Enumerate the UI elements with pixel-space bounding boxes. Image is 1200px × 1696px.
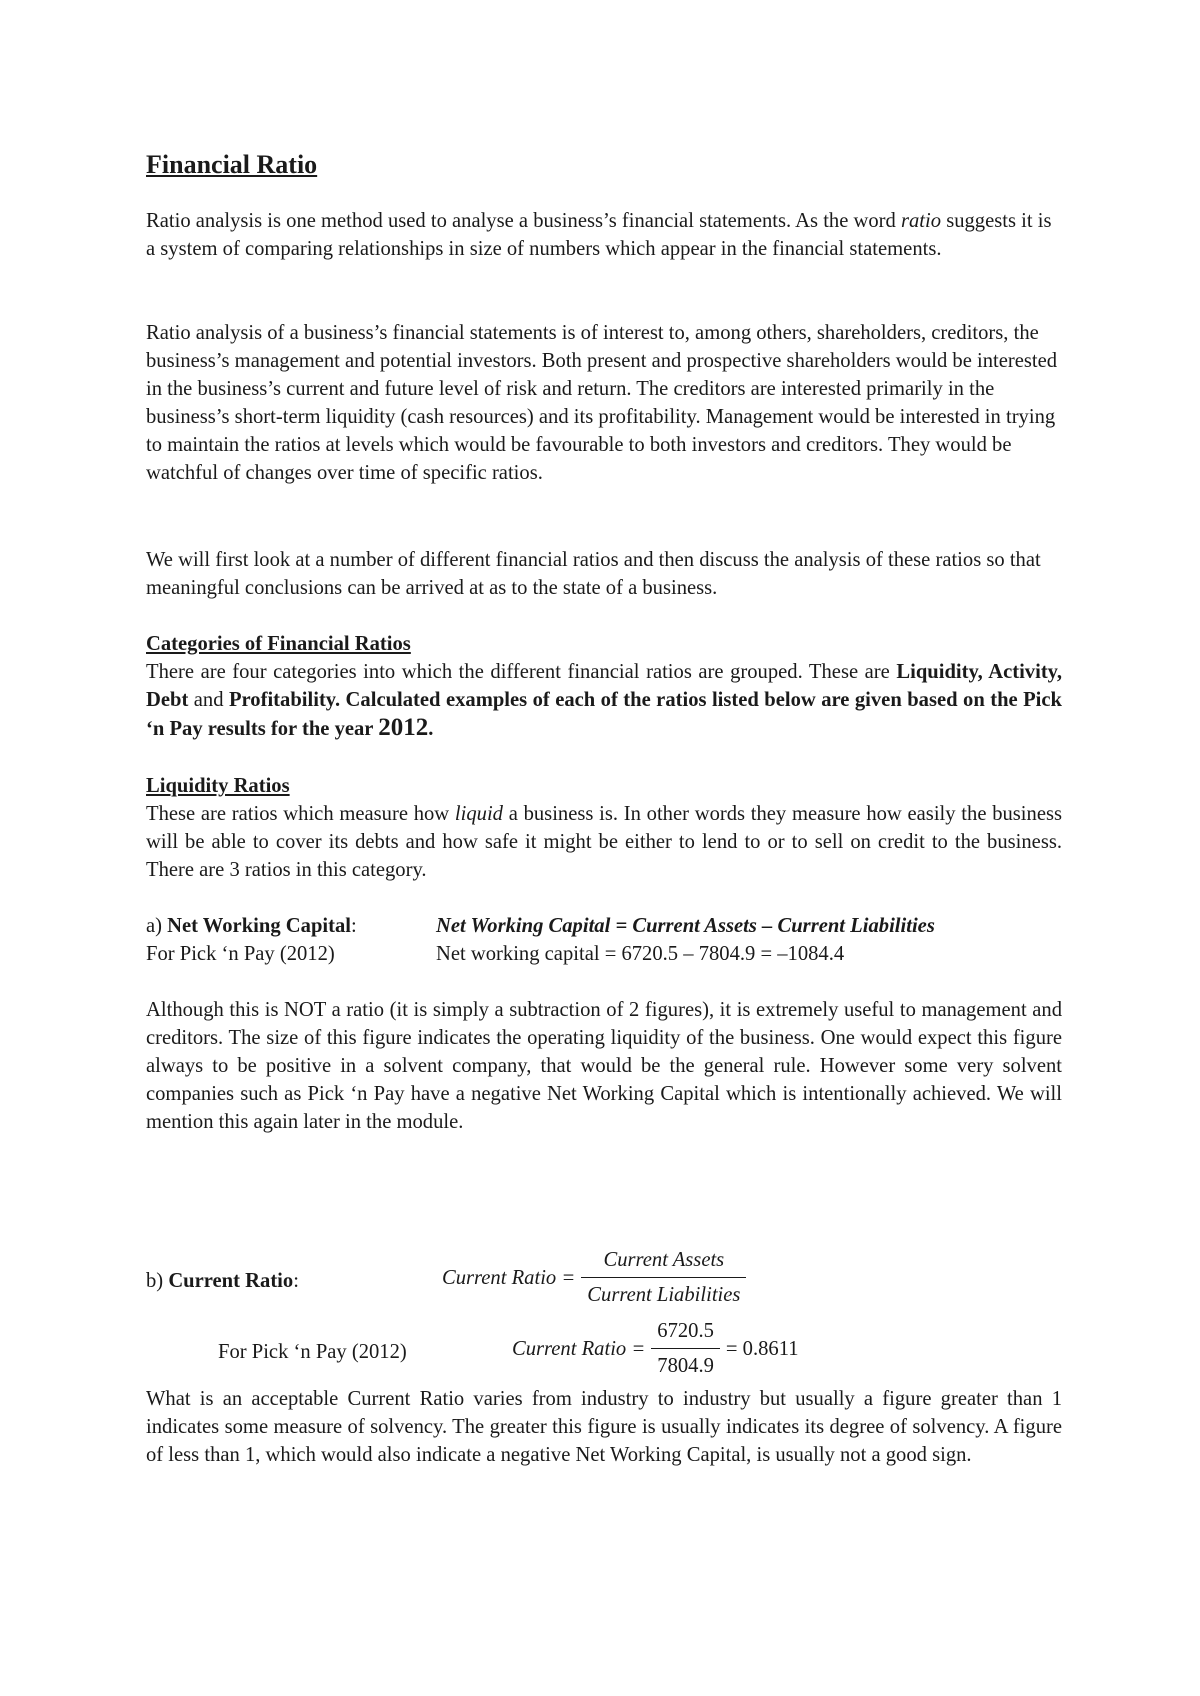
nwc-paragraph: Although this is NOT a ratio (it is simply a subtraction of 2 figures), it is extremely useful to management and creditors. The size of this figure indicates the operating liquidity of the business. One would expect this figure always to be positive in a solvent company, that would be the general rule. However some very solvent companies such as Pick ‘n Pay have a negative Net Working Capital which is intentionally achieved. We will mention this again later in the module. (146, 999, 1062, 1133)
current-ratio-label-text: Current Ratio (168, 1270, 294, 1292)
nwc-example-row (146, 940, 1086, 968)
nwc-label (146, 912, 357, 940)
page-title: Financial Ratio (146, 150, 318, 179)
current-ratio-example-lhs: Current Ratio = (512, 1337, 646, 1360)
current-ratio-lhs: Current Ratio = (442, 1266, 576, 1289)
current-ratio-example-numerator: 6720.5 (651, 1316, 720, 1349)
categories-paragraph (146, 658, 1062, 743)
categories-end: . (428, 718, 434, 740)
current-ratio-fraction (581, 1245, 746, 1310)
liquidity-italic-word: liquid (454, 803, 503, 825)
categories-heading (146, 630, 1062, 658)
intro-paragraph-1 (146, 207, 1062, 263)
current-ratio-colon: : (293, 1270, 299, 1292)
intro-paragraph-2: Ratio analysis of a business’s financial statements is of interest to, among others, shareholders, creditors, the business’s management and potential investors. Both present and prospective shareholders would be interested in the business’s current and future level of risk and return. The creditors are interested primarily in the business’s short-term liquidity (cash resources) and its profitability. Management would be interested in trying to maintain the ratios at levels which would be favourable to both investors and creditors. They would be watchful of changes over time of specific ratios. (146, 322, 1058, 484)
current-ratio-example-label: For Pick ‘n Pay (2012) (218, 1341, 407, 1363)
categories-profitability: Profitability (228, 689, 335, 711)
intro-text-cont: suggests it is a system of comparing relationships in size of numbers which appear in the financial statements. (146, 210, 1052, 260)
current-ratio-formula-row (146, 1245, 1086, 1319)
current-ratio-label (146, 1267, 299, 1295)
liquidity-heading-text: Liquidity Ratios (146, 775, 290, 797)
liquidity-text-cont: a business is. In other words they measure how easily the business will be able to cover its debts and how safe it might be either to lend to or to sell on credit to the business. There are 3 ratios in this category. (146, 803, 1062, 881)
intro-italic-word: ratio (900, 210, 942, 232)
nwc-label-text: Net Working Capital (167, 915, 351, 937)
current-ratio-example-calc (512, 1316, 799, 1381)
categories-and: and (188, 689, 229, 711)
nwc-prefix: a) (146, 915, 168, 937)
current-ratio-example-row (146, 1316, 1086, 1390)
nwc-example-calc: Net working capital = 6720.5 – 7804.9 = –1084.4 (436, 943, 845, 965)
current-ratio-numerator: Current Assets (581, 1245, 746, 1278)
categories-text: There are four categories into which the different financial ratios are grouped. These are (146, 661, 897, 683)
liquidity-heading (146, 772, 1062, 800)
current-ratio-paragraph: What is an acceptable Current Ratio varies from industry to industry but usually a figure greater than 1 indicates some measure of solvency. The greater this figure is usually indicates its degree of solvency. A figure of less than 1, which would also indicate a negative Net Working Capital, is usually not a good sign. (146, 1388, 1062, 1466)
categories-year: 2012 (378, 714, 429, 741)
categories-heading-text: Categories of Financial Ratios (146, 633, 411, 655)
nwc-formula-text: Net Working Capital = Current Assets – Current Liabilities (436, 915, 935, 937)
current-ratio-denominator: Current Liabilities (587, 1284, 741, 1306)
categories-list: Liquidity, Activity, Debt (146, 661, 1062, 711)
liquidity-paragraph (146, 800, 1062, 884)
current-ratio-prefix: b) (146, 1270, 169, 1292)
liquidity-text: These are ratios which measure how (146, 803, 455, 825)
nwc-formula-row (146, 912, 1086, 940)
nwc-example-label: For Pick ‘n Pay (2012) (146, 943, 335, 965)
intro-paragraph-3: We will first look at a number of different financial ratios and then discuss the analysis of these ratios so that meaningful conclusions can be arrived at as to the state of a business. (146, 549, 1041, 599)
current-ratio-example-result: = 0.8611 (725, 1337, 799, 1360)
intro-text: Ratio analysis is one method used to analyse a business’s financial statements. As the word (146, 210, 901, 232)
nwc-formula (436, 912, 935, 940)
current-ratio-example-fraction (651, 1316, 720, 1381)
current-ratio-formula (442, 1245, 752, 1310)
current-ratio-example-denominator: 7804.9 (657, 1355, 714, 1377)
nwc-colon: : (351, 915, 357, 937)
categories-bold-sentence: . Calculated examples of each of the ratios listed below are given based on the Pick ‘n Pay results for the year (146, 689, 1062, 740)
